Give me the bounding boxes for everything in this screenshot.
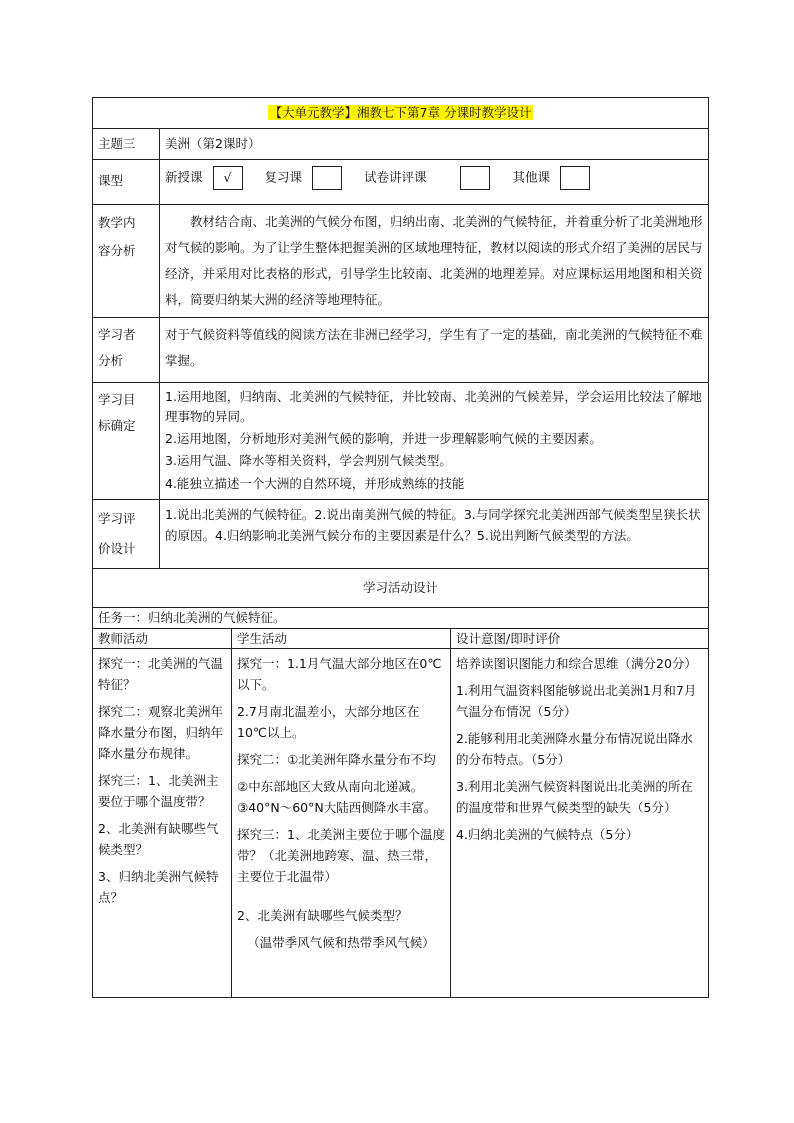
teacher-activity-item: 探究三：1、北美洲主要位于哪个温度带？ — [98, 773, 219, 809]
student-activity-item: 2、北美洲有缺哪些气候类型？ — [237, 908, 408, 923]
evaluation-text: 1.说出北美洲的气候特征。2.说出南美洲气候的特征。3.与同学探究北美洲西部气候类型呈狭长状的原因。4.归纳影响北美洲气候分布的主要因素是什么？5.说出判断气候类型的方法。 — [165, 507, 701, 543]
teacher-activity-cell — [93, 649, 232, 998]
student-activity-item: 探究一：1.1月气温大部分地区在0℃以下。 — [237, 656, 442, 692]
objective-item: 1.运用地图，归纳南、北美洲的气候特征，并比较南、北美洲的气候差异，学会运用比较法了解地理事物的异同。 — [165, 389, 702, 424]
lesson-plan-table — [92, 97, 709, 998]
topic-value: 美洲（第2课时） — [160, 129, 709, 160]
learner-analysis-row — [93, 318, 709, 383]
evaluation-row — [93, 500, 709, 569]
student-activity-item: 探究三：1、北美洲主要位于哪个温度带？（北美洲地跨寒、温、热三带，主要位于北温带） — [237, 827, 445, 884]
design-intent-item: 4.归纳北美洲的气候特点（5分） — [456, 827, 639, 842]
teacher-activity-item: 探究一：北美洲的气温特征？ — [98, 656, 224, 692]
checkbox-exam-lesson[interactable] — [460, 166, 490, 190]
content-analysis-label: 教学内 容分析 — [93, 205, 160, 318]
title-row — [93, 98, 709, 129]
checkbox-other-lesson[interactable] — [560, 166, 590, 190]
design-intent-header: 设计意图/即时评价 — [451, 629, 709, 649]
content-analysis-text: 教材结合南、北美洲的气候分布图，归纳出南、北美洲的气候特征，并着重分析了北美洲地形对气候的影响。为了让学生整体把握美洲的区域地理特征，教材以阅读的形式介绍了美洲的居民与经济，并采用对比表格的形式，引导学生比较南、北美洲的地理差异。对应课标运用地图和相关资料，简要归纳某大洲的经济等地理特征。 — [165, 214, 703, 307]
task-row — [93, 608, 709, 629]
design-intent-item: 1.利用气温资料图能够说出北美洲1月和7月气温分布情况（5分） — [456, 683, 697, 719]
student-activity-item: 2.7月南北温差小，大部分地区在10℃以上。 — [237, 704, 420, 740]
student-activity-item: 探究二：①北美洲年降水量分布不均 — [237, 752, 436, 767]
task-one-title: 任务一：归纳北美洲的气候特征。 — [93, 608, 709, 629]
checkbox-new-lesson[interactable]: √ — [213, 166, 243, 190]
teacher-activity-item: 3、归纳北美洲气候特点？ — [98, 869, 219, 905]
type-option-review: 复习课 — [264, 166, 360, 190]
content-analysis-row — [93, 205, 709, 318]
checkbox-review-lesson[interactable] — [312, 166, 342, 190]
design-intent-item: 3.利用北美洲气候资料图说出北美洲的所在的温度带和世界气候类型的缺失（5分） — [456, 779, 693, 815]
objectives-row — [93, 383, 709, 500]
design-intent-item: 培养读图识图能力和综合思维（满分20分） — [456, 656, 697, 671]
teacher-activity-header: 教师活动 — [93, 629, 232, 649]
teacher-activity-item: 2、北美洲有缺哪些气候类型？ — [98, 821, 219, 857]
student-activity-cell — [232, 649, 451, 998]
activity-header-row — [93, 569, 709, 608]
activity-header: 学习活动设计 — [93, 569, 709, 608]
learner-analysis-label: 学习者 分析 — [93, 318, 160, 383]
design-intent-item: 2.能够利用北美洲降水量分布情况说出降水的分布特点。（5分） — [456, 731, 693, 767]
teacher-activity-item: 探究二：观察北美洲年降水量分布图，归纳年降水量分布规律。 — [98, 704, 224, 761]
type-option-exam: 试卷讲评课 — [364, 166, 509, 190]
objective-item: 2.运用地图，分析地形对美洲气候的影响，并进一步理解影响气候的主要因素。 — [165, 431, 602, 446]
learner-analysis-text: 对于气候资料等值线的阅读方法在非洲已经学习，学生有了一定的基础，南北美洲的气候特征不难掌握。 — [165, 327, 703, 368]
document-title: 【大单元教学】湘教七下第7章 分课时教学设计 — [269, 105, 532, 120]
lesson-plan-document — [92, 97, 708, 998]
student-activity-item: （温带季风气候和热带季风气候） — [247, 935, 435, 950]
topic-row — [93, 129, 709, 160]
objective-item: 4.能独立描述一个大洲的自然环境，并形成熟练的技能 — [165, 476, 465, 491]
topic-label: 主题三 — [93, 129, 160, 160]
type-option-new: 新授课 √ — [165, 166, 261, 190]
activity-columns-row — [93, 629, 709, 649]
student-activity-header: 学生活动 — [232, 629, 451, 649]
student-activity-item: ②中东部地区大致从南向北递减。③40°N～60°N大陆西侧降水丰富。 — [237, 779, 437, 815]
lesson-type-row — [93, 160, 709, 205]
lesson-type-label: 课型 — [93, 160, 160, 205]
design-intent-cell — [451, 649, 709, 998]
objective-item: 3.运用气温、降水等相关资料，学会判别气候类型。 — [165, 453, 452, 468]
activity-content-row — [93, 649, 709, 998]
evaluation-label: 学习评 价设计 — [93, 500, 160, 569]
type-option-other: 其他课 — [512, 166, 590, 190]
objectives-label: 学习目 标确定 — [93, 383, 160, 500]
